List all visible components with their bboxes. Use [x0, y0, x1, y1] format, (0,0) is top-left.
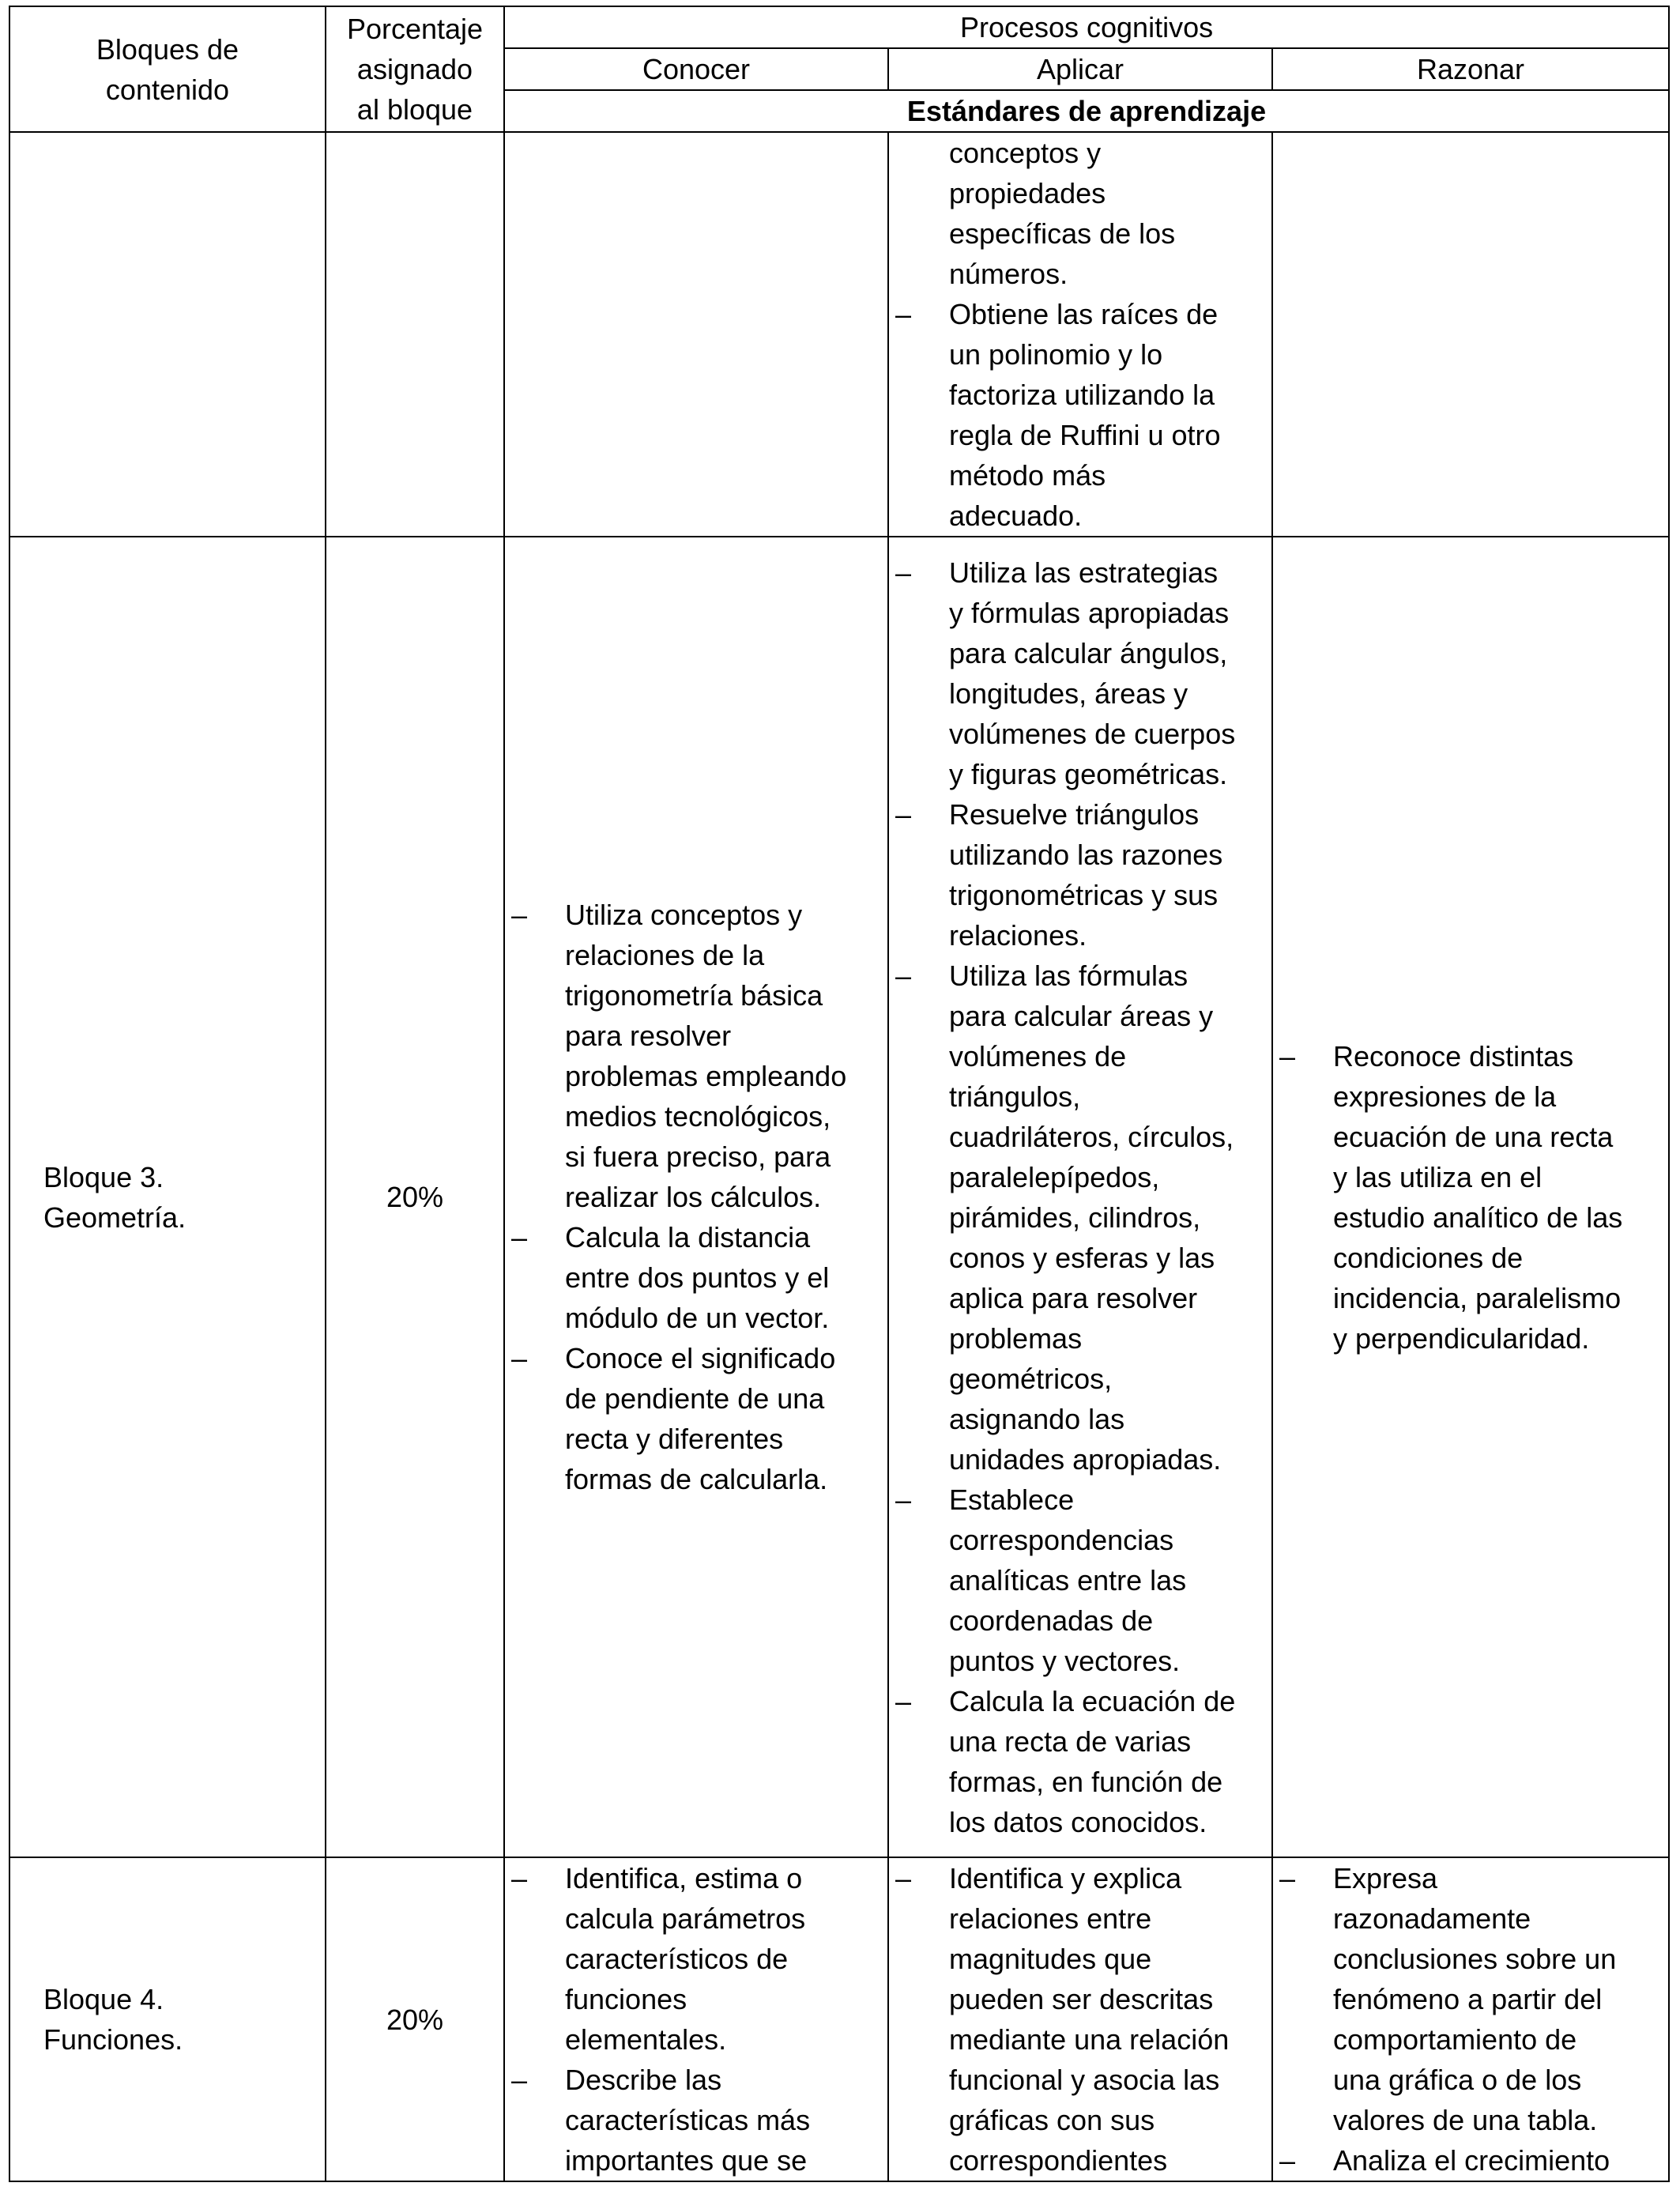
list-item-text: Analiza el crecimiento [1333, 2144, 1610, 2177]
razonar-list [1273, 1858, 1668, 2181]
cell-conocer [504, 537, 888, 1857]
conocer-list [505, 895, 887, 1499]
list-item-text: Reconoce distintas expresiones de la ecuación de una recta y las utiliza en el estudio analítico de las condiciones de incidencia, paralelismo y perpendicularidad. [1333, 1039, 1623, 1355]
cell-conocer [504, 1857, 888, 2181]
cell-razonar [1272, 132, 1669, 537]
bloque-label: Bloque 4. Funciones. [43, 1983, 183, 2056]
list-item-text: Utiliza las fórmulas para calcular áreas y volúmenes de triángulos, cuadriláteros, círculos, paralelepípedos, pirámides, cilindros, conos y esferas y las aplica para resolver problemas geométricos, asignando las unidades apropiadas. [949, 959, 1234, 1476]
list-item-text: Utiliza las estrategias y fórmulas apropiadas para calcular ángulos, longitudes, áreas y volúmenes de cuerpos y figuras geométricas. [949, 556, 1236, 790]
header-razonar: Razonar [1272, 48, 1669, 90]
cell-conocer [504, 132, 888, 537]
list-item [949, 1480, 1262, 1681]
header-conocer: Conocer [504, 48, 888, 90]
header-porcentaje [326, 6, 504, 132]
header-bloques [9, 6, 326, 132]
list-item [565, 1217, 878, 1338]
cell-razonar [1272, 1857, 1669, 2181]
list-item-text: Conoce el significado de pendiente de una recta y diferentes formas de calcularla. [565, 1342, 836, 1495]
list-item-text: Obtiene las raíces de un polinomio y lo factoriza utilizando la regla de Ruffini u otro método más adecuado. [949, 298, 1221, 532]
list-item [949, 1681, 1262, 1842]
list-item [565, 895, 878, 1217]
header-bloques-label: Bloques de contenido [96, 32, 239, 106]
list-item-text: Resuelve triángulos utilizando las razones trigonométricas y sus relaciones. [949, 797, 1223, 952]
cell-bloque [9, 132, 326, 537]
cell-bloque [9, 1857, 326, 2181]
list-item [1333, 2140, 1659, 2181]
list-item-text: Identifica y explica relaciones entre magnitudes que pueden ser descritas mediante una relación funcional y asocia las gráficas con sus correspondientes [949, 1862, 1230, 2177]
conocer-list [505, 1858, 887, 2181]
cell-razonar [1272, 537, 1669, 1857]
list-item-continued [949, 133, 1262, 294]
list-item [949, 1858, 1262, 2181]
cell-aplicar [888, 1857, 1272, 2181]
list-item [949, 794, 1262, 956]
cell-porcentaje: 20% [326, 1857, 504, 2181]
list-item-text: Identifica, estima o calcula parámetros característicos de funciones elementales. [565, 1862, 806, 2056]
table-row-numbers-continued [9, 132, 1669, 537]
cell-aplicar [888, 537, 1272, 1857]
header-procesos: Procesos cognitivos [504, 6, 1669, 48]
header-porcentaje-label: Porcentaje asignado al bloque [346, 13, 484, 126]
aplicar-list [889, 1858, 1271, 2181]
list-item-text: Expresa razonadamente conclusiones sobre un fenómeno a partir del comportamiento de una gráfica o de los valores de una tabla. [1333, 1862, 1617, 2136]
list-item-text: Describe las características más importantes que se [565, 2064, 811, 2177]
list-item-text: Utiliza conceptos y relaciones de la trigonometría básica para resolver problemas empleando medios tecnológicos, si fuera preciso, para realizar los cálculos. [565, 899, 847, 1213]
list-item [949, 956, 1262, 1480]
list-item [1333, 1858, 1659, 2140]
list-item [565, 1338, 878, 1499]
cell-porcentaje [326, 132, 504, 537]
aplicar-list [889, 133, 1271, 536]
aplicar-list [889, 552, 1271, 1842]
table-row-funciones [9, 1857, 1669, 2181]
list-item [949, 294, 1262, 536]
header-row-processes [9, 6, 1669, 48]
razonar-list [1273, 1036, 1668, 1359]
header-aplicar: Aplicar [888, 48, 1272, 90]
standards-table [9, 6, 1670, 2182]
list-item [565, 1858, 878, 2060]
bloque-label: Bloque 3. Geometría. [43, 1160, 186, 1234]
cell-porcentaje: 20% [326, 537, 504, 1857]
cell-aplicar [888, 132, 1272, 537]
list-item [565, 2060, 878, 2181]
list-item-text: Calcula la distancia entre dos puntos y el módulo de un vector. [565, 1221, 830, 1334]
list-item-text: Calcula la ecuación de una recta de varias formas, en función de los datos conocidos. [949, 1684, 1236, 1838]
cell-bloque [9, 537, 326, 1857]
list-item-text: conceptos y propiedades específicas de los números. [949, 137, 1176, 290]
list-item [1333, 1036, 1659, 1359]
header-estandares: Estándares de aprendizaje [504, 90, 1669, 132]
list-item [949, 552, 1262, 794]
table-row-geometria [9, 537, 1669, 1857]
list-item-text: Establece correspondencias analíticas entre las coordenadas de puntos y vectores. [949, 1483, 1187, 1677]
